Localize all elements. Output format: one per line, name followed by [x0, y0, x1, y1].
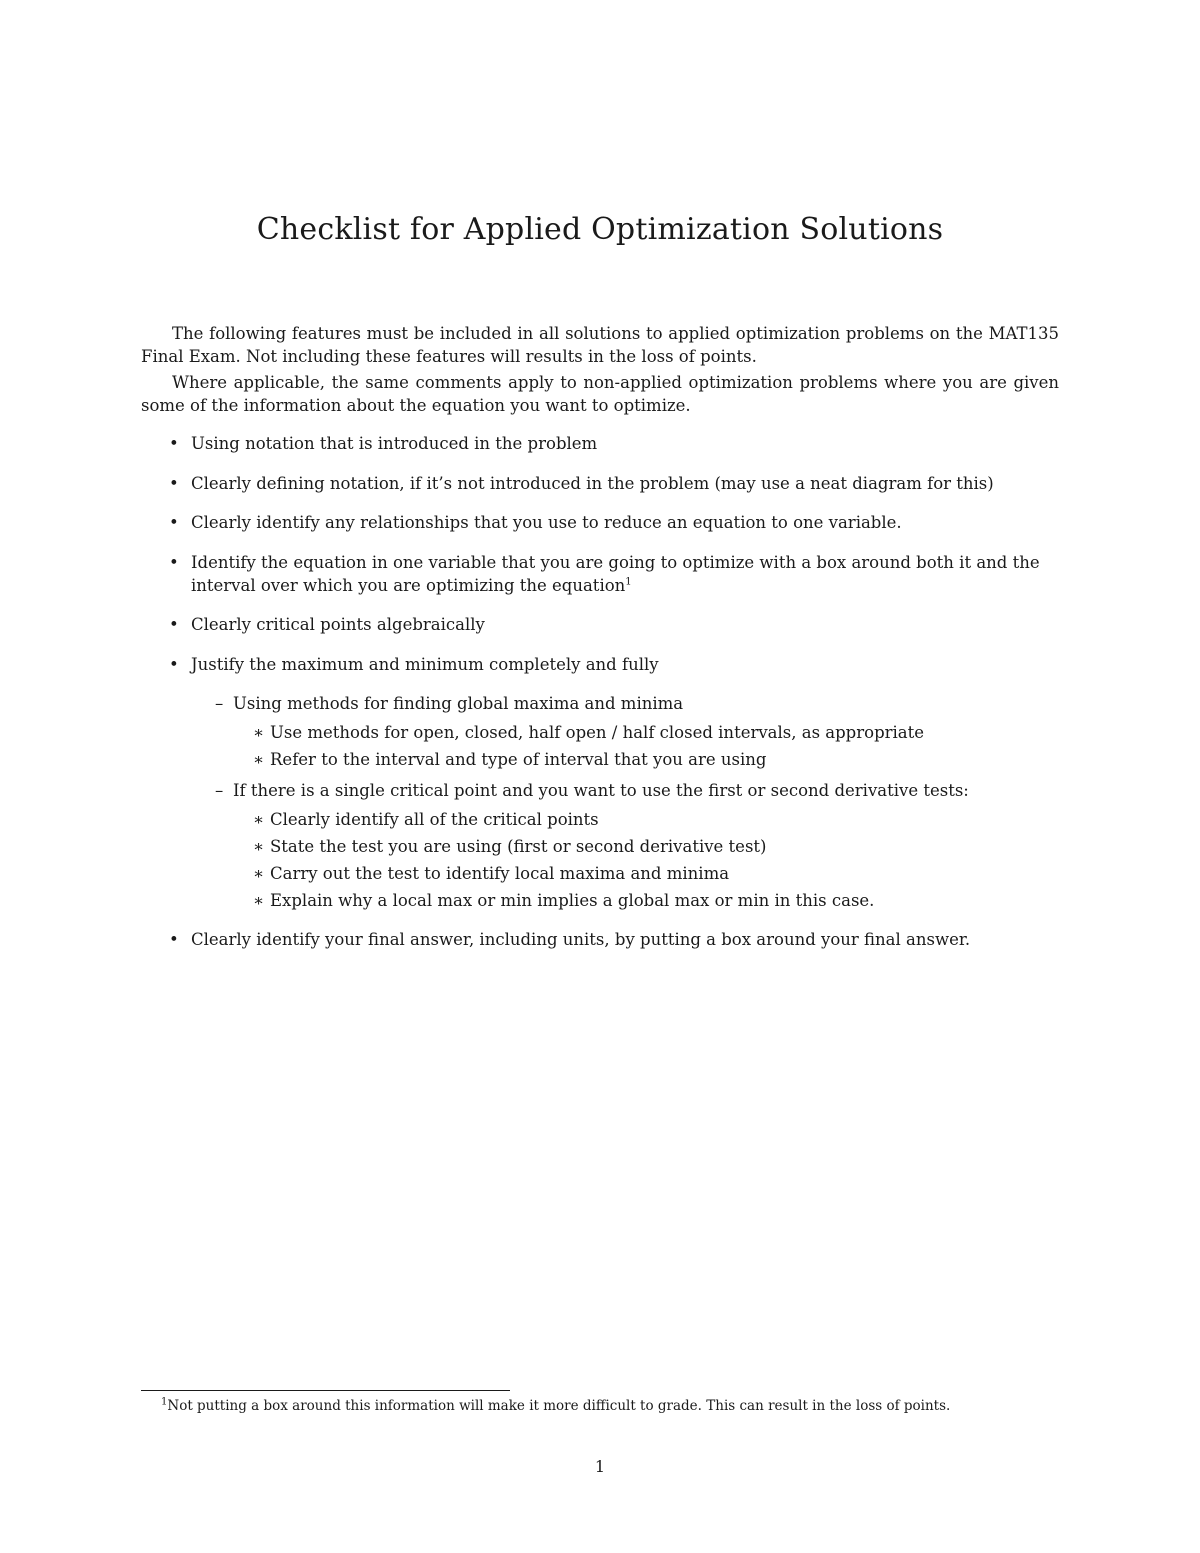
- checklist: [141, 432, 1071, 968]
- bullet-marker: •: [169, 552, 179, 572]
- sub-sub-item-text: Explain why a local max or min implies a global max or min in this case.: [270, 890, 875, 910]
- intro-paragraph-1: [141, 322, 1059, 368]
- page-title: Checklist for Applied Optimization Solutions: [256, 212, 944, 247]
- checklist-item-text: Identify the equation in one variable that you are going to optimize with a box around both it and the interval over which you are optimizing the equation: [191, 552, 1040, 595]
- footnote-number: 1: [161, 1396, 168, 1408]
- checklist-item: [141, 432, 1071, 455]
- sub-sub-item: [233, 808, 1071, 831]
- checklist-item: [141, 928, 1071, 951]
- bullet-marker: •: [169, 654, 179, 674]
- justify-sublist: [191, 692, 1071, 912]
- sub-item-text: Using methods for finding global maxima and minima: [233, 693, 684, 713]
- checklist-item-text: Clearly identify any relationships that you use to reduce an equation to one variable.: [191, 513, 902, 532]
- footnote-divider: [141, 1390, 510, 1391]
- global-methods-sublist: [233, 721, 1071, 771]
- sub-sub-item-text: Use methods for open, closed, half open / half closed intervals, as appropriate: [270, 722, 925, 742]
- footnote: [161, 1397, 1061, 1415]
- bullet-marker: •: [169, 930, 179, 949]
- star-marker: ∗: [253, 749, 265, 769]
- dash-marker: –: [215, 780, 224, 800]
- checklist-item: [141, 613, 1071, 636]
- star-marker: ∗: [253, 722, 265, 742]
- bullet-marker: •: [169, 615, 179, 634]
- checklist-item-text: Clearly defining notation, if it’s not introduced in the problem (may use a neat diagram for this): [191, 473, 994, 493]
- sub-item-text: If there is a single critical point and you want to use the first or second derivative tests:: [233, 780, 969, 800]
- checklist-item-text: Using notation that is introduced in the problem: [191, 434, 598, 453]
- sub-sub-item: [233, 889, 1071, 912]
- star-marker: ∗: [253, 890, 265, 910]
- derivative-test-sublist: [233, 808, 1071, 912]
- checklist-item-text: Clearly critical points algebraically: [191, 615, 485, 634]
- checklist-item: [141, 472, 1071, 495]
- intro-paragraph-2-text: Where applicable, the same comments apply to non-applied optimization problems where you are given some of the information about the equation you want to optimize.: [141, 373, 1059, 415]
- footnote-reference: 1: [625, 576, 632, 587]
- page-number: 1: [594, 1457, 606, 1476]
- star-marker: ∗: [253, 809, 265, 829]
- sub-sub-item: [233, 835, 1071, 858]
- sub-item: [191, 779, 1071, 912]
- sub-sub-item: [233, 721, 1071, 744]
- sub-sub-item-text: State the test you are using (first or second derivative test): [270, 836, 767, 856]
- sub-item: [191, 692, 1071, 771]
- sub-sub-item: [233, 862, 1071, 885]
- star-marker: ∗: [253, 836, 265, 856]
- checklist-item: [141, 653, 1071, 912]
- footnote-text: Not putting a box around this information will make it more difficult to grade. This can result in the loss of points.: [167, 1398, 951, 1414]
- checklist-item-text: Justify the maximum and minimum completely and fully: [191, 654, 659, 674]
- dash-marker: –: [215, 693, 224, 713]
- sub-sub-item: [233, 748, 1071, 771]
- bullet-marker: •: [169, 434, 179, 453]
- sub-sub-item-text: Carry out the test to identify local maxima and minima: [270, 863, 730, 883]
- bullet-marker: •: [169, 513, 179, 532]
- bullet-marker: •: [169, 473, 179, 493]
- checklist-item: [141, 551, 1071, 597]
- sub-sub-item-text: Clearly identify all of the critical points: [270, 809, 599, 829]
- intro-paragraph-2: [141, 371, 1059, 417]
- checklist-item-text: Clearly identify your final answer, including units, by putting a box around your final answer.: [191, 930, 971, 949]
- sub-sub-item-text: Refer to the interval and type of interval that you are using: [270, 749, 767, 769]
- intro-paragraph-1-text: The following features must be included in all solutions to applied optimization problems on the MAT135 Final Exam. Not including these features will results in the loss of points.: [141, 324, 1059, 366]
- star-marker: ∗: [253, 863, 265, 883]
- checklist-item: [141, 511, 1071, 534]
